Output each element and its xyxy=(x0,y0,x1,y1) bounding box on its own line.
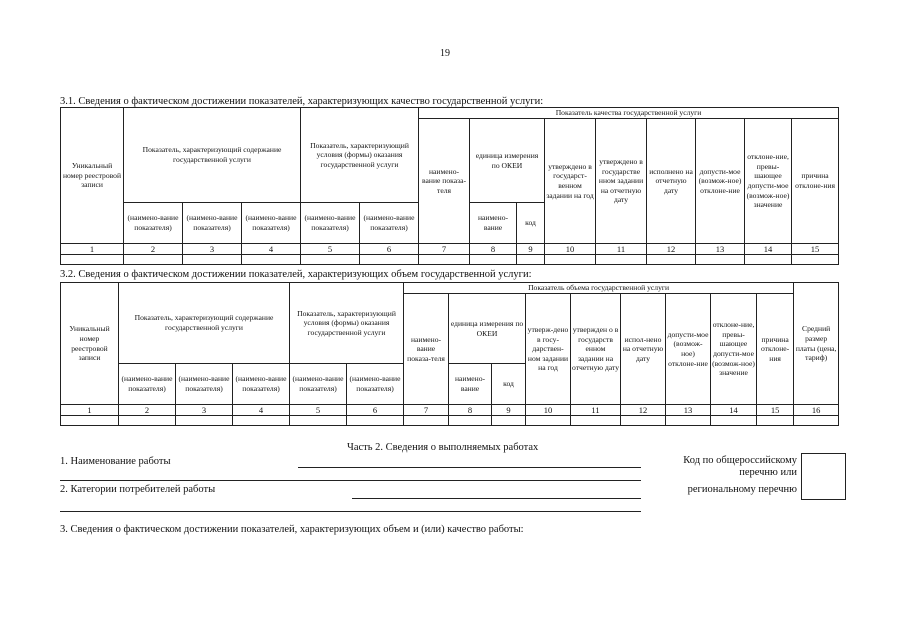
data-cell[interactable] xyxy=(492,416,526,426)
indicator-name-cell: (наимено-вание показателя) xyxy=(301,203,360,244)
column-number: 8 xyxy=(470,244,517,255)
header-indicator-name: наимено-вание показа-теля xyxy=(404,294,449,405)
column-number: 8 xyxy=(449,405,492,416)
data-cell[interactable] xyxy=(647,255,696,265)
registry-code-label-line-3: региональному перечню xyxy=(687,484,797,495)
indicator-name-cell: (наимено-вание показателя) xyxy=(290,364,347,405)
column-number: 9 xyxy=(517,244,545,255)
header-executed: исполнено на отчетную дату xyxy=(647,119,696,244)
header-exceeding-deviation: отклоне-ние, превы-шающее допусти-мое (возмож-ное) значение xyxy=(745,119,792,244)
header-unit-okei: единица измерения по ОКЕИ xyxy=(449,294,526,364)
header-approved-date: утвержден о в государств енном задании на отчетную дату xyxy=(571,294,621,405)
part-2-title: Часть 2. Сведения о выполняемых работах xyxy=(347,442,539,453)
data-cell[interactable] xyxy=(419,255,470,265)
data-cell[interactable] xyxy=(621,416,666,426)
column-number: 14 xyxy=(711,405,757,416)
column-number: 6 xyxy=(347,405,404,416)
column-number: 12 xyxy=(647,244,696,255)
page-number: 19 xyxy=(440,48,450,59)
table-row xyxy=(61,416,839,426)
data-cell[interactable] xyxy=(517,255,545,265)
column-number: 2 xyxy=(124,244,183,255)
header-unique-number: Уникальный номер реестровой записи xyxy=(61,108,124,244)
data-cell[interactable] xyxy=(183,255,242,265)
data-cell[interactable] xyxy=(61,255,124,265)
column-number: 14 xyxy=(745,244,792,255)
indicator-name-cell: (наимено-вание показателя) xyxy=(233,364,290,405)
column-number: 16 xyxy=(794,405,839,416)
header-approved-year: утверж-дено в госу-дарствен-ном задании на год xyxy=(526,294,571,405)
data-cell[interactable] xyxy=(545,255,596,265)
column-number: 10 xyxy=(545,244,596,255)
column-number: 3 xyxy=(176,405,233,416)
column-number: 1 xyxy=(61,244,124,255)
registry-code-box[interactable] xyxy=(801,453,846,500)
data-cell[interactable] xyxy=(347,416,404,426)
work-name-label: 1. Наименование работы xyxy=(60,456,171,467)
registry-code-label-line-1: Код по общероссийскому xyxy=(683,455,797,466)
column-number: 10 xyxy=(526,405,571,416)
data-cell[interactable] xyxy=(596,255,647,265)
header-deviation-reason: причина отклоне-ния xyxy=(792,119,839,244)
header-conditions-indicator: Показатель, характеризующий условия (формы) оказания государственной услуги xyxy=(290,283,404,364)
data-cell[interactable] xyxy=(745,255,792,265)
header-unit-okei: единица измерения по ОКЕИ xyxy=(470,119,545,203)
data-cell[interactable] xyxy=(233,416,290,426)
indicator-name-cell: (наимено-вание показателя) xyxy=(176,364,233,405)
registry-code-label-line-2: перечню или xyxy=(739,467,797,478)
data-cell[interactable] xyxy=(404,416,449,426)
data-cell[interactable] xyxy=(290,416,347,426)
volume-indicators-table xyxy=(60,282,839,426)
work-name-line-2[interactable] xyxy=(60,480,641,481)
header-content-indicator: Показатель, характеризующий содержание государственной услуги xyxy=(119,283,290,364)
header-unit-name: наимено-вание xyxy=(470,203,517,244)
column-number: 7 xyxy=(419,244,470,255)
column-number: 12 xyxy=(621,405,666,416)
indicator-name-cell: (наимено-вание показателя) xyxy=(242,203,301,244)
data-cell[interactable] xyxy=(794,416,839,426)
column-number: 6 xyxy=(360,244,419,255)
header-allowed-deviation: допусти-мое (возмож-ное) отклоне-ние xyxy=(666,294,711,405)
data-cell[interactable] xyxy=(666,416,711,426)
data-cell[interactable] xyxy=(61,416,119,426)
indicator-name-cell: (наимено-вание показателя) xyxy=(124,203,183,244)
data-cell[interactable] xyxy=(242,255,301,265)
header-exceeding-deviation: отклоне-ние, превы-шающее допусти-мое (возмож-ное) значение xyxy=(711,294,757,405)
header-volume-indicator: Показатель объема государственной услуги xyxy=(404,283,794,294)
data-cell[interactable] xyxy=(757,416,794,426)
header-unit-code: код xyxy=(517,203,545,244)
data-cell[interactable] xyxy=(124,255,183,265)
data-cell[interactable] xyxy=(792,255,839,265)
section-3-work-title: 3. Сведения о фактическом достижении показателей, характеризующих объем и (или) качество работы: xyxy=(60,524,524,535)
quality-indicators-table xyxy=(60,107,839,265)
header-unique-number: Уникальный номер реестровой записи xyxy=(61,283,119,405)
header-allowed-deviation: допусти-мое (возмож-ное) отклоне-ние xyxy=(696,119,745,244)
data-cell[interactable] xyxy=(360,255,419,265)
consumer-categories-line-2[interactable] xyxy=(60,511,641,512)
consumer-categories-label: 2. Категории потребителей работы xyxy=(60,484,216,495)
indicator-name-cell: (наимено-вание показателя) xyxy=(183,203,242,244)
column-number: 5 xyxy=(301,244,360,255)
header-quality-indicator: Показатель качества государственной услуги xyxy=(419,108,839,119)
column-number: 9 xyxy=(492,405,526,416)
registry-code-label xyxy=(676,455,797,496)
data-cell[interactable] xyxy=(449,416,492,426)
column-number: 15 xyxy=(792,244,839,255)
section-3-1-title: 3.1. Сведения о фактическом достижении показателей, характеризующих качество государственной услуги: xyxy=(60,96,544,107)
column-number: 4 xyxy=(233,405,290,416)
header-approved-year: утверждено в государст-венном задании на год xyxy=(545,119,596,244)
header-indicator-name: наимено-вание показа-теля xyxy=(419,119,470,244)
column-number: 5 xyxy=(290,405,347,416)
data-cell[interactable] xyxy=(119,416,176,426)
data-cell[interactable] xyxy=(711,416,757,426)
header-approved-date: утверждено в государстве нном задании на отчетную дату xyxy=(596,119,647,244)
indicator-name-cell: (наимено-вание показателя) xyxy=(119,364,176,405)
data-cell[interactable] xyxy=(571,416,621,426)
section-3-2-title: 3.2. Сведения о фактическом достижении показателей, характеризующих объем государственной услуги: xyxy=(60,269,532,280)
column-number: 1 xyxy=(61,405,119,416)
header-executed: испол-нено на отчетную дату xyxy=(621,294,666,405)
header-unit-code: код xyxy=(492,364,526,405)
indicator-name-cell: (наимено-вание показателя) xyxy=(347,364,404,405)
data-cell[interactable] xyxy=(301,255,360,265)
header-conditions-indicator: Показатель, характеризующий условия (формы) оказания государственной услуги xyxy=(301,108,419,203)
consumer-categories-line[interactable] xyxy=(352,498,641,499)
table-row xyxy=(61,255,839,265)
column-number: 4 xyxy=(242,244,301,255)
data-cell[interactable] xyxy=(470,255,517,265)
work-name-line[interactable] xyxy=(298,467,641,468)
column-number: 13 xyxy=(696,244,745,255)
column-number: 11 xyxy=(571,405,621,416)
header-average-price: Средний размер платы (цена, тариф) xyxy=(794,283,839,405)
header-content-indicator: Показатель, характеризующий содержание государственной услуги xyxy=(124,108,301,203)
column-number: 3 xyxy=(183,244,242,255)
column-number: 13 xyxy=(666,405,711,416)
data-cell[interactable] xyxy=(696,255,745,265)
column-number: 11 xyxy=(596,244,647,255)
header-deviation-reason: причина отклоне-ния xyxy=(757,294,794,405)
data-cell[interactable] xyxy=(176,416,233,426)
indicator-name-cell: (наимено-вание показателя) xyxy=(360,203,419,244)
data-cell[interactable] xyxy=(526,416,571,426)
column-number: 2 xyxy=(119,405,176,416)
header-unit-name: наимено-вание xyxy=(449,364,492,405)
column-number: 7 xyxy=(404,405,449,416)
column-number: 15 xyxy=(757,405,794,416)
